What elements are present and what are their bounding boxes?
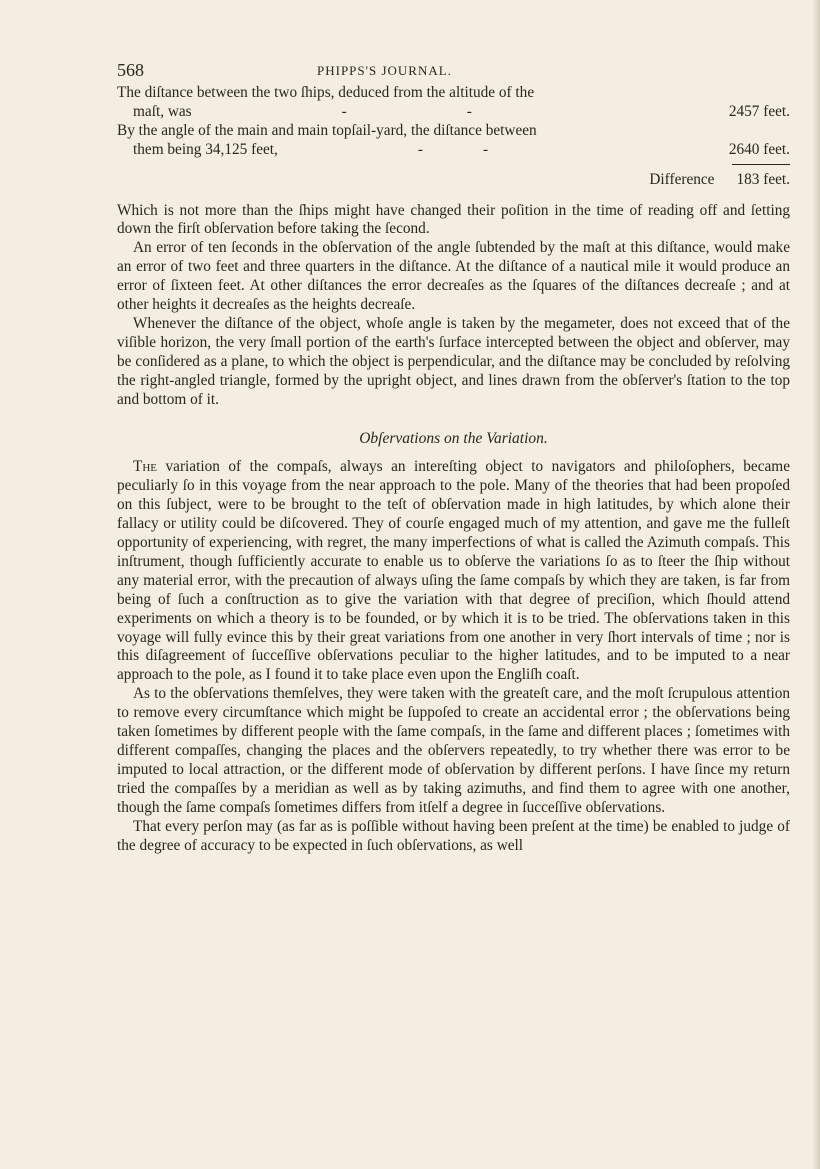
page-body — [117, 84, 790, 855]
sum-rule — [732, 164, 790, 165]
paragraph: An error of ten ſeconds in the obſervation of the angle ſubtended by the maſt at this diſtance, would make an error of two feet and three quarters in the diſtance. At the diſtance of a nautical mile it would produce an error of ſixteen feet. At other diſtances the error decreaſes as the ſquares of the diſtances decreaſe ; and at other heights it decreaſes as the heights decreaſe. — [117, 239, 790, 314]
paragraph-text: variation of the compaſs, always an intereſting object to navigators and philoſophers, became peculiarly ſo in this voyage from the near approach to the pole. Many of the theories that had been propoſed on this ſubject, were to be brought to the teſt of obſervation made in high latitudes, by which alone their fallacy or utility could be diſcovered. They of courſe engaged much of my attention, and gave me the fulleſt opportunity of experiencing, with regret, the many imperfections of what is called the Azimuth compaſs. This inſtrument, though ſufficiently accurate to enable us to obſerve the variations ſo as to ſteer the ſhip without any material error, with the precaution of always uſing the ſame compaſs by which they are taken, is far from being of ſuch a conſtruction as to give the variation with that degree of preciſion, which ſhould attend experiments on which a theory is to be founded, or by which it is to be tried. The obſervations taken in this voyage will fully evince this by their great variations from one another in very ſhort intervals of time ; nor is this diſagreement of ſucceſſive obſervations peculiar to the higher latitudes, and to be imputed to a near approach to the pole, as I found it to take place even upon the Engliſh coaſt. — [117, 458, 790, 684]
difference-row — [117, 171, 790, 190]
page-edge-shadow — [812, 0, 820, 1169]
section-heading: Obſervations on the Variation. — [359, 429, 548, 447]
calc-value: 2640 feet. — [728, 140, 790, 158]
calc-text: By the angle of the main and main topſail-yard, the diſtance between — [117, 121, 537, 139]
calc-value: 2457 feet. — [728, 102, 790, 120]
paragraph: Whenever the diſtance of the object, whoſe angle is taken by the megameter, does not exceed that of the viſible horizon, the very ſmall portion of the earth's ſurface intercepted between the object and obſerver, may be conſidered as a plane, to which the object is perpendicular, and the diſtance may be concluded by reſolving the right-angled triangle, formed by the upright object, and lines drawn from the obſerver's ſtation to the top and bottom of it. — [117, 314, 790, 408]
paragraph: Which is not more than the ſhips might have changed their poſition in the time of reading off and ſetting down the firſt obſervation before taking the ſecond. — [117, 201, 790, 238]
leader-dash: - — [466, 102, 472, 120]
paragraph: As to the obſervations themſelves, they were taken with the greateſt care, and the moſt ſcrupulous attention to remove every circumſtance which might be ſuppoſed to create an accidental error ; the obſervations being taken ſometimes by different people with the ſame compaſs, in the ſame and different places ; ſometimes with different compaſſes, changing the places and the obſervers repeatedly, to try whether there was error to be imputed to local attraction, or the different mode of obſervation by different perſons. I have ſince my return tried the compaſſes by a meridian as well as by taking azimuths, and find them to agree with one another, though the ſame compaſs ſometimes differs from itſelf a degree in ſucceſſive obſervations. — [117, 685, 790, 816]
calc-text: The diſtance between the two ſhips, deduced from the altitude of the — [117, 84, 535, 101]
calc-line-3 — [117, 122, 790, 141]
paragraph: That every perſon may (as far as is poſſible without having been preſent at the time) be enabled to judge of the degree of accuracy to be expected in ſuch obſervations, as well — [117, 817, 790, 854]
paragraph — [117, 458, 790, 685]
lead-word: The — [133, 458, 158, 476]
calc-label: maſt, was — [133, 102, 192, 120]
calc-label: them being 34,125 feet, — [133, 140, 278, 158]
difference-label: Difference — [649, 170, 715, 188]
calc-line-4 — [117, 141, 790, 160]
distance-calculation — [117, 84, 790, 190]
leader-dash: - — [417, 140, 423, 158]
running-title: PHIPPS'S JOURNAL. — [317, 63, 452, 78]
calc-line-1 — [117, 84, 790, 103]
calc-line-2 — [117, 103, 790, 122]
page-number: 568 — [117, 60, 144, 80]
difference-value: 183 feet. — [736, 170, 790, 188]
page-header — [117, 60, 787, 84]
leader-dash: - — [482, 140, 489, 158]
leader-dash: - — [341, 102, 347, 120]
